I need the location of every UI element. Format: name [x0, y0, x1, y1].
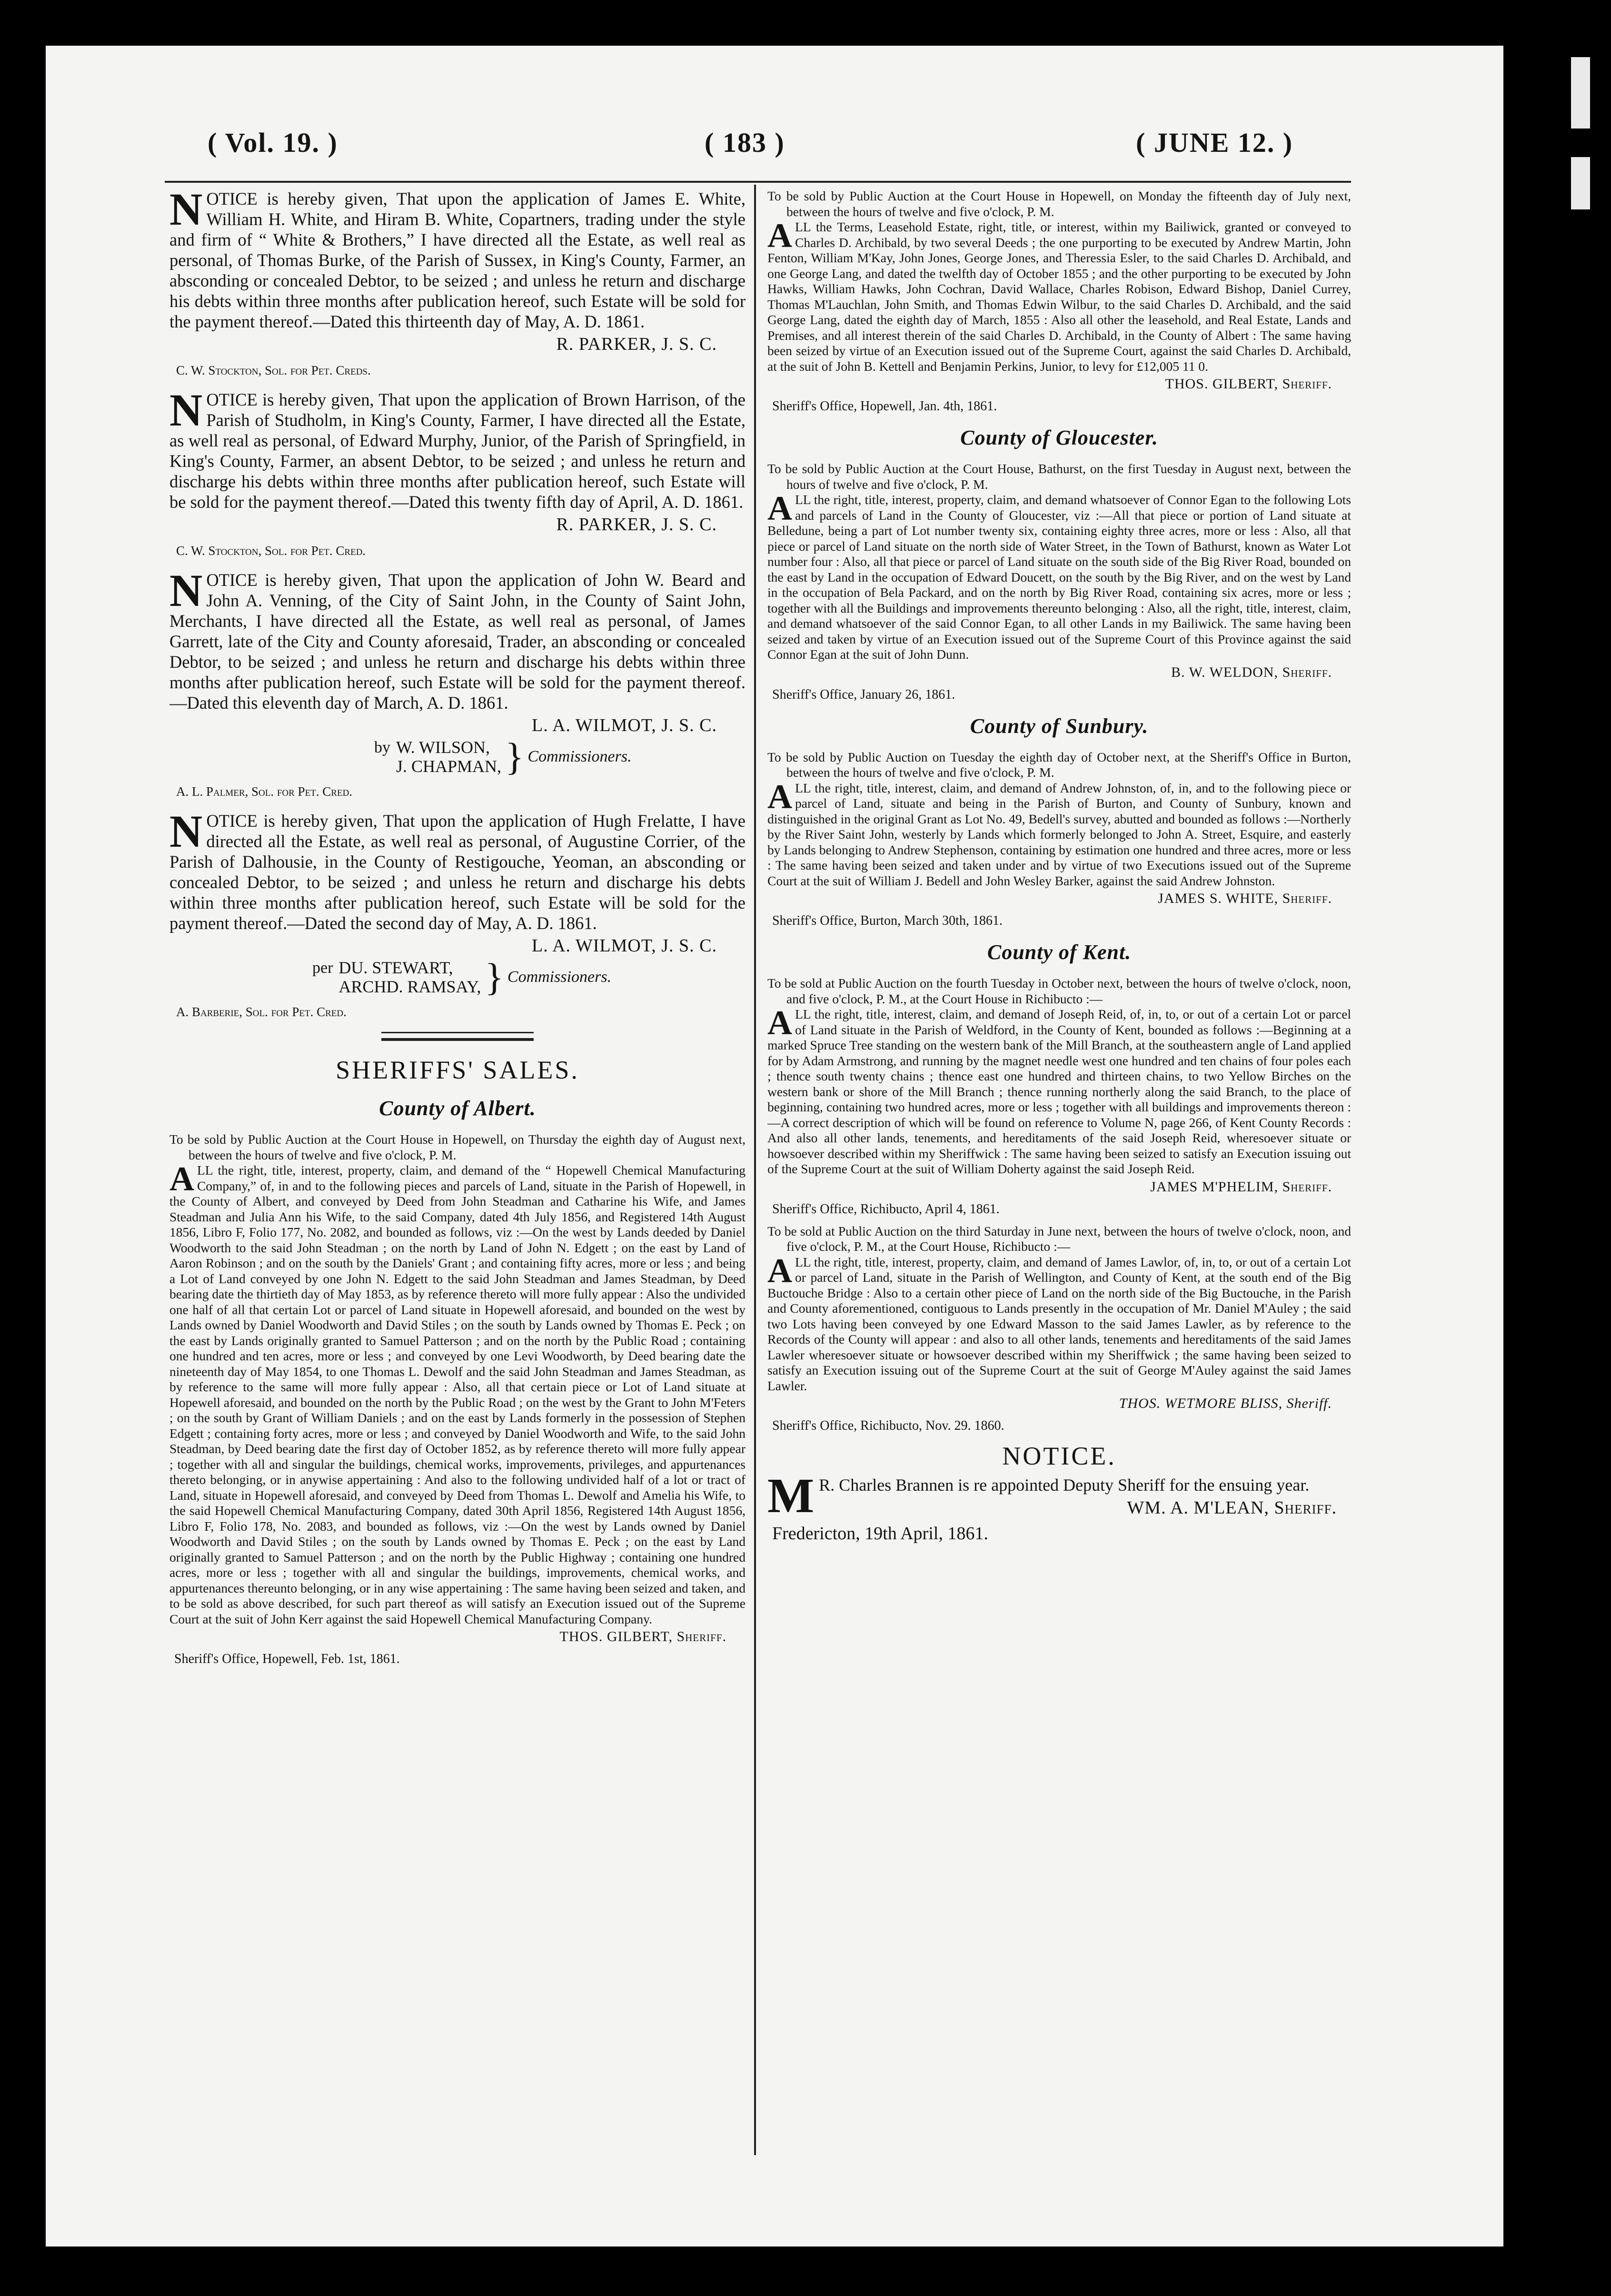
signature: R. PARKER, J. S. C.: [556, 515, 717, 534]
notice-brown-harrison: [169, 385, 746, 558]
commissioners-label: Commissioners.: [527, 748, 632, 765]
signature: WM. A. M'LEAN, Sheriff.: [1127, 1498, 1337, 1518]
sale-intro: To be sold at Public Auction on the third Saturday in June next, between the hours of twelve o'clock, noon, and five o'clock, P. M., at the Court House, Richibucto :—: [767, 1223, 1351, 1254]
drop-cap: N: [169, 806, 203, 857]
sale-gloucester: [767, 426, 1351, 703]
scan-edge-mark-top-right: [1571, 57, 1590, 129]
drop-cap: A: [767, 489, 792, 527]
per-word: per: [312, 959, 333, 977]
solicitor-line: C. W. Stockton, Sol. for Pet. Cred.: [176, 544, 366, 558]
sale-sunbury: [767, 714, 1351, 929]
office-line: Sheriff's Office, Richibucto, April 4, 1861.: [772, 1201, 1000, 1217]
sale-text: LL the Terms, Leasehold Estate, right, title, or interest, within my Bailiwick, granted or conveyed to Charles D. Archibald, by two several Deeds ; the one purporting to be executed by Andrew Martin, John Fenton, William M'Kay, John Jones, George Jones, and Theressia Esler, to the said Charles D. Archibald, and one George Lang, and dated the twelfth day of October 1855 ; and the other purporting to be executed by John Hawks, William Hawks, John Cochran, David Wallace, Charles Robison, Edward Bishop, Daniel Currey, Thomas M'Lauchlan, John Smith, and Thomas Edwin Wilbur, to the said Charles D. Archibald, and the said George Lang, dated the eighth day of March, 1855 : Also all other the leasehold, and Real Estate, Lands and Premises, and all interest therein of the said Charles D. Archibald, in the County of Albert : The same having been seized by virtue of an Execution issued out of the Supreme Court, against the said Charles D. Archibald, at the suit of John B. Kettell and Benjamin Perkins, Junior, to levy for £12,005 11 0.: [767, 219, 1351, 374]
drop-cap: A: [767, 1004, 792, 1042]
sale-text: LL the right, title, interest, property, claim, and demand whatsoever of Connor Egan to the following Lots and parcels of Land in the County of Gloucester, viz :—All that piece or portion of Land situate at Belledune, being a part of Lot number twenty six, containing eighty three acres, more or less : Also, all that piece or parcel of Land situate on the north side of Water Street, in the Town of Bathurst, known as Water Lot number four : Also, all that piece or parcel of Land situate on the south side of the Big River Road, bounded on the east by Land in the occupation of Edward Doucett, on the south by the Big River, and on the west by Land in the occupation of Bela Packard, and on the north by Big River Road, containing six acres, more or less ; together with all the Buildings and improvements thereunto belonging : Also, all the right, title, interest, claim, and demand whatsoever of the said Connor Egan, to all other Lands in my Bailiwick. The same having been seized and taken by virtue of an Execution issued out of the Supreme Court of this Province against the said Connor Egan at the suit of John Dunn.: [767, 492, 1351, 662]
signature: THOS. WETMORE BLISS, Sheriff.: [1119, 1395, 1332, 1411]
sheriffs-sales-heading: SHERIFFS' SALES.: [336, 1056, 579, 1084]
issue-date: ( JUNE 12. ): [1136, 127, 1293, 158]
drop-cap: N: [169, 188, 203, 235]
notice-white-brothers: [169, 188, 746, 378]
drop-cap: M: [767, 1468, 815, 1523]
notice-text: R. Charles Brannen is re appointed Deputy Sheriff for the ensuing year.: [819, 1475, 1310, 1494]
sale-hopewell-archibald: [767, 188, 1351, 414]
drop-cap: A: [767, 217, 792, 255]
sale-intro: To be sold by Public Auction at the Court House in Hopewell, on Thursday the eighth day of August next, between the hours of twelve and five o'clock, P. M.: [169, 1132, 746, 1162]
sale-intro: To be sold by Public Auction at the Court House in Hopewell, on Monday the fifteenth day of July next, between the hours of twelve and five o'clock, P. M.: [767, 188, 1351, 219]
dateline: Fredericton, 19th April, 1861.: [772, 1524, 988, 1544]
office-line: Sheriff's Office, January 26, 1861.: [772, 687, 955, 702]
drop-cap: N: [169, 565, 203, 616]
header-rule: [165, 181, 1351, 183]
column-divider: [754, 185, 756, 2155]
signature: L. A. WILMOT, J. S. C.: [532, 936, 717, 956]
commissioners: [312, 955, 746, 999]
notice-text: OTICE is hereby given, That upon the application of James E. White, William H. White, and Hiram B. White, Copartners, trading under the style and firm of “ White & Brothers,” I have directed all the Estate, as well real as personal, of Thomas Burke, of the Parish of Sussex, in King's County, Farmer, an absconding or concealed Debtor, to be seized ; and unless he return and discharge his debts within three months after publication hereof, such Estate will be sold for the payment thereof.—Dated this thirteenth day of May, A. D. 1861.: [169, 189, 746, 331]
commissioner-name: J. CHAPMAN,: [396, 757, 502, 776]
signature: R. PARKER, J. S. C.: [556, 334, 717, 354]
volume-label: ( Vol. 19. ): [208, 127, 338, 158]
sale-text: LL the right, title, interest, claim, and demand of Andrew Johnston, of, in, and to the following piece or parcel of Land, situate and being in the Parish of Burton, and County of Sunbury, known and distinguished in the original Grant as Lot No. 49, Bedell's survey, abutted and bounded as follows :—Northerly by the River Saint John, westerly by Lands which formerly belonged to John A. Street, Esquire, and easterly by Lands belonging to Andrew Stephenson, containing by estimation one hundred and three acres, more or less : The same having been seized and taken under and by virtue of two Executions issued out of the Supreme Court at the suit of William J. Bedell and John Wesley Barker, against the said Andrew Johnston.: [767, 780, 1351, 888]
solicitor-line: C. W. Stockton, Sol. for Pet. Creds.: [176, 363, 371, 377]
sale-kent: [767, 940, 1351, 1434]
sale-intro: To be sold by Public Auction on Tuesday the eighth day of October next, at the Sheriff's Office in Burton, between the hours of twelve and five o'clock, P. M.: [767, 749, 1351, 780]
sale-albert: [169, 1096, 746, 1667]
commissioners-label: Commissioners.: [507, 968, 612, 986]
by-word: by: [374, 739, 390, 756]
page-header: [46, 46, 1503, 158]
signature: B. W. WELDON, Sheriff.: [1171, 664, 1332, 680]
notice-text: OTICE is hereby given, That upon the application of Hugh Frelatte, I have directed all the Estate, as well real as personal, of Augustine Corrier, of the Parish of Dalhousie, in the County of Restigouche, Yeoman, an absconding or concealed Debtor, to be seized ; and unless he return and discharge his debts within three months after publication hereof, such Estate will be sold for the payment thereof.—Dated the second day of May, A. D. 1861.: [169, 811, 746, 933]
signature: THOS. GILBERT, Sheriff.: [1165, 376, 1332, 392]
notice-beard-venning: [169, 565, 746, 799]
office-line: Sheriff's Office, Hopewell, Jan. 4th, 1861.: [772, 399, 997, 414]
county-heading: County of Sunbury.: [970, 714, 1149, 738]
notice-heading: NOTICE.: [1002, 1442, 1116, 1470]
left-column: [169, 188, 746, 2245]
county-heading: County of Albert.: [379, 1097, 536, 1120]
notice-frelatte: [169, 806, 746, 1019]
drop-cap: A: [767, 777, 792, 816]
newspaper-page: [46, 46, 1503, 2247]
right-column: [767, 188, 1351, 2245]
sale-text: LL the right, title, interest, property, claim, and demand of the “ Hopewell Chemical Manufacturing Company,” of, in and to the following pieces and parcels of Land, situate in the Parish of Hopewell, in the County of Albert, and conveyed by Deed from John Steadman and Catharine his Wife, and James Steadman and Julia Ann his Wife, to the said Company, dated 4th July 1856, and Registered 14th August 1856, Libro F, Folio 177, No. 2082, and bounded as follows, viz :—On the west by Lands deeded by Daniel Woodworth to the said John Steadman ; on the north by Land of John N. Edgett ; on the east by Land of Aaron Robinson ; and on the south by the Daniels' Grant ; and containing fifty acres, more or less ; and being a Lot of Land conveyed by one John N. Edgett to the said John Steadman and James Steadman, by Deed bearing date the thirtieth day of May 1853, as by reference thereto will more fully appear : Also the undivided one half of all that certain Lot or parcel of Land situate in Hopewell aforesaid, and bounded on the west by Lands owned by Daniel Woodworth and David Stiles ; on the south by Lands owned by Thomas E. Peck ; on the east by Lands originally granted to Samuel Patterson ; and on the north by the Public Road ; containing one hundred and ten acres, more or less ; and conveyed by one Levi Woodworth, by Deed bearing date the nineteenth day of May 1854, to one Thomas L. Dewolf and the said John Steadman and James Steadman, as by reference to the same will more fully appear : Also, all that certain piece or Lot of Land situate at Hopewell aforesaid, and bounded on the north by the Public Road ; on the west by the Grant to John M'Feters ; on the south by Grant of William Daniels ; and on the east by Lands formerly in the possession of Stephen Edgett ; containing forty acres, more or less ; and conveyed by Daniel Woodworth and Wife, to the said John Steadman, by Deed bearing date the first day of October 1852, as by reference thereto will more fully appear ; together with all and singular the buildings, chemical works, improvements, privileges, and appurtenances thereto belonging, or in anywise appertaining : And also to the following undivided half of a lot or tract of Land, situate in Hopewell aforesaid, and conveyed by Deed from Thomas L. Dewolf and Amelia his Wife, to the said Hopewell Chemical Manufacturing Company, dated 30th April 1856, Registered 14th August 1856, Libro F, Folio 178, No. 2083, and bounded as follows, viz :—On the west by Lands owned by Daniel Woodworth and David Stiles ; on the south by Lands owned by Thomas E. Peck ; on the east by Land originally granted to Samuel Patterson ; and on the north by the Public Highway ; containing one hundred acres, more or less ; together with all and singular the buildings, improvements, chemical works, and appurtenances thereunto belonging, or in any wise appertaining : The same having been seized and taken, and to be sold as above described, for such part thereof as will satisfy an Execution issued out of the Supreme Court at the suit of John Kerr against the said Hopewell Chemical Manufacturing Company.: [169, 1163, 746, 1626]
commissioners: [374, 735, 746, 778]
signature: JAMES M'PHELIM, Sheriff.: [1150, 1178, 1332, 1195]
office-line: Sheriff's Office, Hopewell, Feb. 1st, 1861.: [174, 1652, 400, 1666]
county-heading: County of Kent.: [987, 940, 1132, 964]
solicitor-line: A. L. Palmer, Sol. for Pet. Cred.: [176, 784, 353, 799]
commissioner-name: W. WILSON,: [396, 738, 490, 757]
sale-intro: To be sold by Public Auction at the Court House, Bathurst, on the first Tuesday in August next, between the hours of twelve and five o'clock, P. M.: [767, 461, 1351, 492]
scan-edge-mark-right: [1571, 157, 1590, 209]
drop-cap: A: [767, 1251, 792, 1290]
brace-glyph: }: [505, 735, 524, 778]
sale-text: LL the right, title, interest, property, claim, and demand of James Lawlor, of, in, to, or out of a certain Lot or parcel of Land, situate in the Parish of Wellington, and County of Kent, at the south end of the Big Buctouche Bridge : Also to a certain other piece of Land on the north side of the Big Buctouche, in the Parish and County aforementioned, contiguous to Lands presently in the occupation of Mr. Daniel M'Auley ; the said two Lots having been conveyed by one Edward Masson to the said James Lawler, as by reference to the Records of the County will appear : and also to all other lands, tenements and hereditaments of the said James Lawler wheresoever situate or howsoever described within my Sheriffwick ; the same having been seized to satisfy an Execution issuing out of the Supreme Court at the suit of George M'Auley against the said James Lawler.: [767, 1254, 1351, 1393]
notice-text: OTICE is hereby given, That upon the application of John W. Beard and John A. Venning, of the City of Saint John, in the County of Saint John, Merchants, I have directed all the Estate, as well real as personal, of James Garrett, late of the City and County aforesaid, Trader, an absconding or concealed Debtor, to be seized ; and unless he return and discharge his debts within three months after publication hereof, such Estate will be sold for the payment thereof.—Dated this eleventh day of March, A. D. 1861.: [169, 570, 746, 713]
section-ornament-rule: [381, 1032, 534, 1041]
office-line: Sheriff's Office, Burton, March 30th, 1861.: [772, 913, 1003, 928]
commissioner-name: ARCHD. RAMSAY,: [338, 977, 481, 996]
commissioner-name: DU. STEWART,: [338, 958, 453, 977]
sale-text: LL the right, title, interest, claim, and demand of Joseph Reid, of, in, to, or out of a certain Lot or parcel of Land situate in the Parish of Weldford, in the County of Kent, bounded as follows :—Beginning at a marked Spruce Tree standing on the western bank of the Mill Branch, at the southeastern angle of Land applied for by Adam Armstrong, and running by the magnet needle west one hundred and ten chains of four poles each ; thence south twenty chains ; thence east one hundred and thirteen chains, to two Yellow Birches on the western bank or shore of the Mill Branch ; thence running northerly along the said Branch, to the place of beginning, containing two hundred acres, more or less ; together with all buildings and improvements thereon :—A correct description of which will be found on reference to Volume N, page 266, of Kent County Records : And also all other lands, tenements, and hereditaments of the said Joseph Reid, wheresoever situate or howsoever described within my Sheriffwick : The same having been seized to satisfy an Execution issuing out of the Supreme Court at the suit of William Doherty against the said Joseph Reid.: [767, 1007, 1351, 1176]
signature: THOS. GILBERT, Sheriff.: [559, 1629, 726, 1644]
office-line: Sheriff's Office, Richibucto, Nov. 29. 1860.: [772, 1418, 1004, 1433]
page-number: ( 183 ): [705, 127, 785, 158]
drop-cap: A: [169, 1160, 194, 1198]
brace-glyph: }: [485, 955, 504, 999]
solicitor-line: A. Barberie, Sol. for Pet. Cred.: [176, 1005, 347, 1019]
signature: L. A. WILMOT, J. S. C.: [532, 715, 717, 735]
notice-deputy-sheriff: [767, 1441, 1351, 1544]
notice-text: OTICE is hereby given, That upon the application of Brown Harrison, of the Parish of Studholm, in King's County, Farmer, I have directed all the Estate, as well real as personal, of Edward Murphy, Junior, of the Parish of Springfield, in King's County, Farmer, an absent Debtor, to be seized ; and unless he return and discharge his debts within three months after publication hereof, such Estate will be sold for the payment thereof.—Dated this twenty fifth day of April, A. D. 1861.: [169, 390, 746, 512]
signature: JAMES S. WHITE, Sheriff.: [1158, 891, 1332, 906]
drop-cap: N: [169, 385, 203, 435]
sale-intro: To be sold at Public Auction on the fourth Tuesday in October next, between the hours of twelve o'clock, noon, and five o'clock, P. M., at the Court House in Richibucto :—: [767, 976, 1351, 1006]
county-heading: County of Gloucester.: [960, 426, 1158, 449]
